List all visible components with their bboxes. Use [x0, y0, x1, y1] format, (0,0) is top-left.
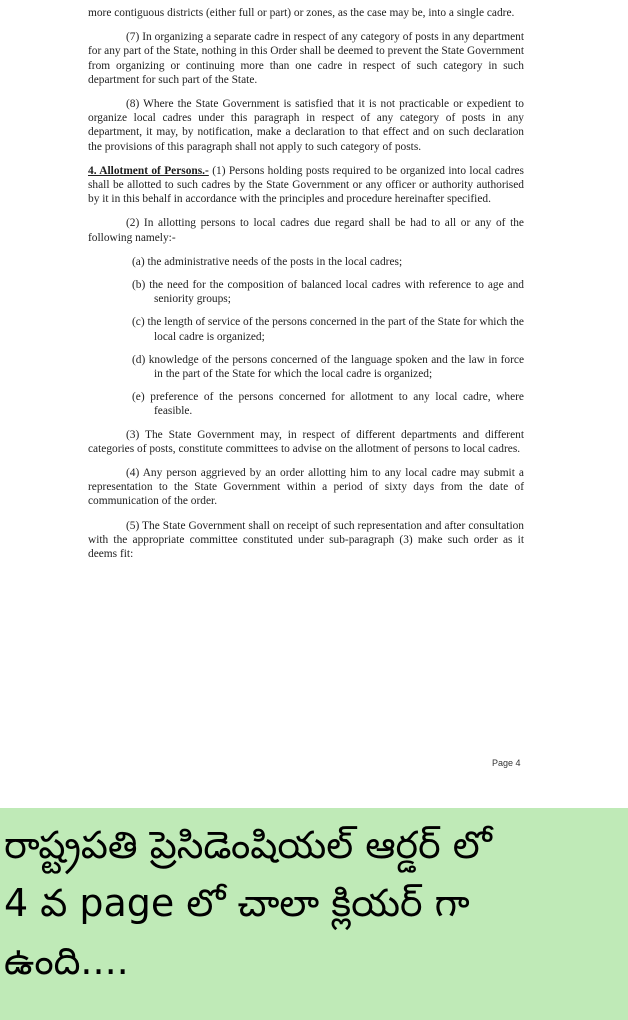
section-4-clause-2: (2) In allotting persons to local cadres due regard shall be had to all or any of the following namely:- [88, 217, 524, 244]
list-item-c: (c) the length of service of the persons concerned in the part of the State for which the local cadre is organized; [132, 316, 524, 343]
section-4-paragraph-1 [88, 164, 524, 207]
paragraph-7: (7) In organizing a separate cadre in respect of any category of posts in any department for any part of the State, nothing in this Order shall be deemed to prevent the State Government from organizing or continuing more than one cadre in respect of such category in such department for such part of the State. [88, 31, 524, 86]
list-item-a: (a) the administrative needs of the posts in the local cadres; [132, 255, 403, 268]
paragraph-intro: more contiguous districts (either full or part) or zones, as the case may be, into a single cadre. [88, 7, 515, 19]
section-4-clause-3: (3) The State Government may, in respect of different departments and different categories of posts, constitute committees to advise on the allotment of persons to local cadres. [88, 428, 524, 455]
section-4-clause-5: (5) The State Government shall on receipt of such representation and after consultation with the appropriate committee constituted under sub-paragraph (3) make such order as it deems fit: [88, 519, 524, 561]
section-4-clause-4: (4) Any person aggrieved by an order allotting him to any local cadre may submit a representation to the State Government within a period of sixty days from the date of communication of the order. [88, 467, 524, 508]
page-number: Page 4 [492, 758, 521, 768]
caption-line-3: ఉంది.... [4, 939, 129, 983]
list-item-e: (e) preference of the persons concerned for allotment to any local cadre, where feasible. [132, 391, 524, 418]
caption-banner [0, 808, 628, 1020]
document-body [88, 6, 524, 571]
list-item-d: (d) knowledge of the persons concerned of the language spoken and the law in force in the part of the State for which the local cadre is organized; [132, 353, 524, 381]
caption-line-2: 4 వ page లో చాలా క్లియర్ గా [4, 881, 470, 925]
caption-line-1: రాష్ట్రపతి ప్రెసిడెంషియల్ ఆర్డర్ లో [4, 823, 492, 867]
list-item-b: (b) the need for the composition of balanced local cadres with reference to age and seniority groups; [132, 279, 524, 306]
section-4-clause-1: (1) Persons holding posts required to be organized into local cadres shall be allotted to such cadres by the State Government or any officer or authority authorised by it in this behalf in accordance with the principles and procedure hereinafter specified. [88, 164, 524, 206]
section-4-heading: 4. Allotment of Persons.- [88, 164, 209, 177]
paragraph-8: (8) Where the State Government is satisfied that it is not practicable or expedient to organize local cadres under this paragraph in respect of any category of posts in any department, it may, by notification, make a declaration to that effect and on such declaration the provisions of this paragraph shall not apply to such category of posts. [88, 98, 524, 153]
